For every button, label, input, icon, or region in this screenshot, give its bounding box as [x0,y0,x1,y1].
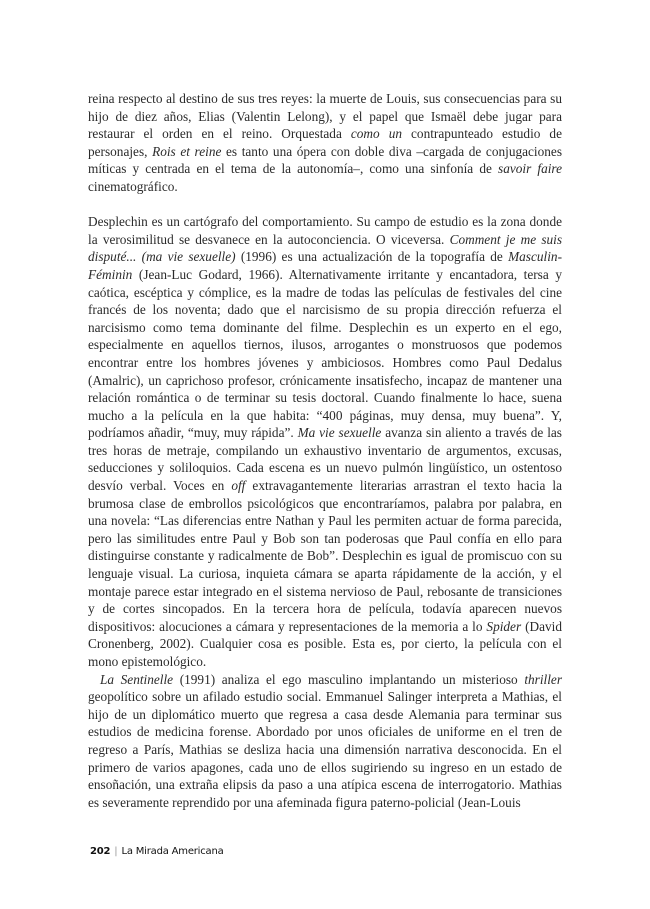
text: avanza sin aliento a través de las tres horas de metraje, compilando un exhaustivo inventario de argumentos, excusas, seducciones y soliloquios. Cada escena es un nuevo pulmón lingüístico, un ostentoso desvío verbal. Voces en [88,425,562,494]
text: es tanto una ópera con doble diva –cargada de conjugaciones míticas y centrada en el tema de la autonomía–, como una sinfonía de [88,143,562,177]
text: (David Cronenberg, 2002). Cualquier cosa es posible. Esta es, por cierto, la película con el mono epistemológico. [88,618,562,669]
footer-separator: | [114,846,118,857]
page-footer [90,846,224,857]
text: contrapunteado estudio de personajes, [88,126,562,159]
italic-text: thriller [524,671,563,687]
italic-text: Masculin-Féminin [88,249,562,282]
page-number: 202 [90,846,111,857]
text: cinematográfico. [88,178,178,194]
text: reina respecto al destino de sus tres reyes: la muerte de Louis, sus consecuencias para su hijo de diez años, Elias (Valentin Lelong), y el papel que Ismaël debe jugar para restaurar el orden en el reino. Orquestada [88,91,562,142]
text: (Jean-Luc Godard, 1966). Alternativamente irritante y encantadora, tersa y caótica, escéptica y cómplice, es la madre de todas las películas de festivales del cine francés de los noventa; dado que el narcisismo de su propia dirección refuerza el narcisismo como tema dominante del filme. Desplechin es un experto en el ego, especialmente en aquellos tiernos, ilusos, arrogantes o monstruosos que podemos encontrar entre los hombres jóvenes y ambiciosos. Hombres como Paul Dedalus (Amalric), un caprichoso profesor, crónicamente insatisfecho, incapaz de mantener una relación romántica o de terminar su tesis doctoral. Cuando finalmente lo hace, suena mucho a la película en la que habita: “400 páginas, muy densa, muy buena”. Y, podríamos añadir, “muy, muy rápida”. [88,266,562,441]
text: (1996) es una actualización de la topografía de [235,249,509,265]
page-body [88,90,562,811]
italic-text: off [231,478,246,494]
text: (1991) analiza el ego masculino implantando un misterioso [173,671,525,687]
paragraph-2 [88,213,562,670]
italic-text: La Sentinelle [100,671,174,687]
italic-text: Ma vie sexuelle [297,425,382,441]
italic-text: como un [350,126,402,142]
italic-text: Comment je me suis disputé... (ma vie sexuelle) [88,231,563,265]
book-title: La Mirada Americana [121,846,224,857]
italic-text: Rois et reine [152,143,222,159]
text: Desplechin es un cartógrafo del comportamiento. Su campo de estudio es la zona donde la verosimilitud se desvanece en la autoconciencia. O viceversa. [88,214,562,247]
paragraph-3 [88,671,562,812]
text: geopolítico sobre un afilado estudio social. Emmanuel Salinger interpreta a Mathias, el hijo de un diplomático muerto que regresa a casa desde Alemania para terminar sus estudios de medicina forense. Abordado por unos oficiales de uniforme en el tren de regreso a París, Mathias se desliza hacia una dimensión narrativa desconocida. En el primero de varios apagones, cada uno de ellos sugiriendo su ingreso en un estado de ensoñación, una extraña elipsis da paso a una atípica escena de interrogatorio. Mathias es severamente reprendido por una afeminada figura paterno-policial (Jean-Louis [88,689,562,810]
text: extravagantemente literarias arrastran el texto hacia la brumosa clase de embrollos psicológicos que encontraríamos, palabra por palabra, en una novela: “Las diferencias entre Nathan y Paul les permiten actuar de forma parecida, pero las similitudes entre Paul y Bob son tan poderosas que Paul confía en ello para distinguirse constante y radicalmente de Bob”. Desplechin es igual de promiscuo con su lenguaje visual. La curiosa, inquieta cámara se aparta rápidamente de la acción, y el montaje parece estar integrado en el sistema nervioso de Paul, rebosante de transiciones y de cortes sincopados. En la tercera hora de película, todavía aparecen nuevos dispositivos: alocuciones a cámara y representaciones de la memoria a lo [88,478,562,634]
italic-text: savoir faire [498,161,562,177]
italic-text: Spider [486,618,522,634]
paragraph-1 [88,90,562,196]
